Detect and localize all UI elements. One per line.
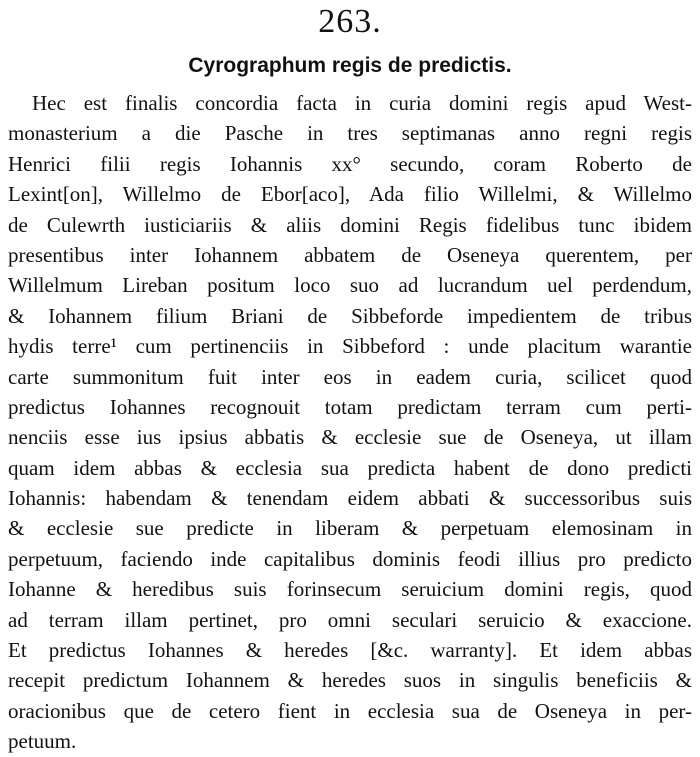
text-line: predictus Iohannes recognouit totam predictam terram cum perti- bbox=[8, 394, 692, 419]
text-line: & Iohannem filium Briani de Sibbeforde impedientem de tribus bbox=[8, 303, 692, 328]
section-heading: Cyrographum regis de predictis. bbox=[188, 54, 512, 77]
text-line: Hec est finalis concordia facta in curia domini regis apud West- bbox=[32, 91, 692, 115]
text-line: Et predictus Iohannes & heredes [&c. warranty]. Et idem abbas bbox=[8, 638, 692, 663]
page-number: 263. bbox=[318, 3, 382, 40]
text-line: & ecclesie sue predicte in liberam & perpetuam elemosinam in bbox=[8, 516, 692, 541]
text-line: Willelmum Lireban positum loco suo ad lucrandum uel perdendum, bbox=[8, 273, 692, 298]
text-line: petuum. bbox=[8, 729, 77, 754]
text-line: Lexint[on], Willelmo de Ebor[aco], Ada filio Willelmi, & Willelmo bbox=[8, 182, 692, 207]
text-line: ad terram illam pertinet, pro omni seculari seruicio & exaccione. bbox=[8, 607, 692, 632]
text-line: Iohanne & heredibus suis forinsecum seruicium domini regis, quod bbox=[8, 577, 692, 602]
text-line: carte summonitum fuit inter eos in eadem curia, scilicet quod bbox=[8, 364, 692, 389]
text-line: perpetuum, faciendo inde capitalibus dominis feodi illius pro predicto bbox=[8, 546, 692, 571]
text-line: Henrici filii regis Iohannis xx° secundo, coram Roberto de bbox=[8, 151, 692, 176]
text-line: monasterium a die Pasche in tres septimanas anno regni regis bbox=[8, 121, 692, 146]
text-line: oracionibus que de cetero fient in ecclesia sua de Oseneya in per- bbox=[8, 698, 692, 723]
text-line: presentibus inter Iohannem abbatem de Oseneya querentem, per bbox=[8, 242, 692, 267]
text-line: quam idem abbas & ecclesia sua predicta habent de dono predicti bbox=[8, 455, 692, 480]
text-line: hydis terre¹ cum pertinenciis in Sibbeford : unde placitum warantie bbox=[8, 334, 692, 359]
text-line: nenciis esse ius ipsius abbatis & ecclesie sue de Oseneya, ut illam bbox=[8, 425, 692, 450]
text-line: de Culewrth iusticiariis & aliis domini Regis fidelibus tunc ibidem bbox=[8, 212, 692, 237]
text-line: Iohannis: habendam & tenendam eidem abbati & successoribus suis bbox=[8, 486, 692, 511]
body-paragraph bbox=[8, 88, 692, 757]
text-line: recepit predictum Iohannem & heredes suos in singulis beneficiis & bbox=[8, 668, 692, 693]
